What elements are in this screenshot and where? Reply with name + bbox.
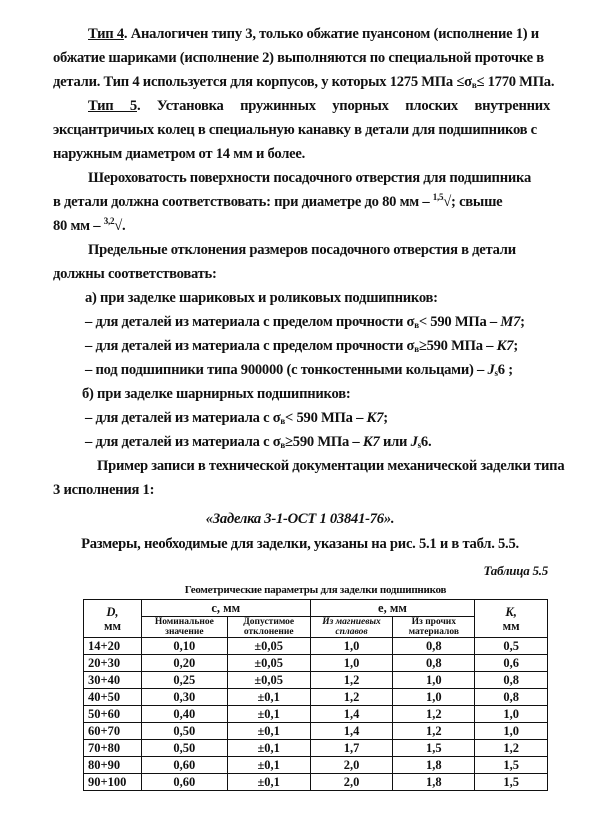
table-reference: Размеры, необходимые для заделки, указаны на рис. 5.1 и в табл. 5.5. [81, 536, 519, 552]
table-cell: 1,8 [393, 774, 475, 791]
table-cell: 0,8 [393, 655, 475, 672]
table-cell: ±0,1 [227, 706, 310, 723]
table-cell: 0,50 [141, 723, 227, 740]
table-cell: 2,0 [310, 774, 393, 791]
table-cell: ±0,1 [227, 689, 310, 706]
para-deviations-line1: Предельные отклонения размеров посадочного отверстия в детали [88, 242, 516, 258]
col-e-other: Из прочих материалов [393, 617, 475, 638]
table-cell: 1,5 [475, 757, 548, 774]
item-a3: – под подшипники типа 900000 (с тонкостенными кольцами) – $J_s6$ ; [85, 362, 513, 378]
table-cell: 0,8 [475, 689, 548, 706]
type4-heading: Тип 4 [88, 26, 124, 42]
para-roughness-line1: Шероховатость поверхности посадочного отверстия для подшипника [88, 170, 532, 186]
col-c-nominal: Номинальное значение [141, 617, 227, 638]
table-cell: 0,40 [141, 706, 227, 723]
item-b: б) при заделке шарнирных подшипников: [82, 386, 351, 402]
table-cell: 80+90 [84, 757, 142, 774]
table-row [84, 723, 548, 740]
table-cell: 1,7 [310, 740, 393, 757]
para-example-line2: 3 исполнения 1: [53, 482, 155, 498]
para-deviations-line2: должны соответствовать: [53, 266, 217, 282]
table-cell: 2,0 [310, 757, 393, 774]
col-d-header: D, мм [84, 600, 142, 638]
bearing-params-table [83, 599, 548, 791]
col-k-header: K, мм [475, 600, 548, 638]
table-cell: 1,4 [310, 723, 393, 740]
table-row [84, 706, 548, 723]
para-roughness-line2: в детали должна соответствовать: при диаметре до 80 мм – $^{1,5}$√; свыше [53, 192, 503, 210]
table-cell: ±0,1 [227, 723, 310, 740]
item-a1: – для деталей из материала с пределом прочности $\sigma_в< 590$ МПа – М7; [85, 314, 525, 330]
table-cell: ±0,1 [227, 757, 310, 774]
item-a2: – для деталей из материала с пределом прочности $\sigma_в\ge 590$ МПа – К7; [85, 338, 518, 354]
table-cell: 1,5 [475, 774, 548, 791]
table-cell: 14+20 [84, 638, 142, 655]
table-row [84, 672, 548, 689]
table-cell: 0,30 [141, 689, 227, 706]
table-cell: 0,60 [141, 774, 227, 791]
item-b1: – для деталей из материала с $\sigma_в< 590$ МПа – К7; [85, 410, 388, 426]
table-row [84, 774, 548, 791]
table-row [84, 757, 548, 774]
table-cell: 1,2 [310, 689, 393, 706]
table-title: Геометрические параметры для заделки подшипников [184, 584, 447, 596]
table-row [84, 638, 548, 655]
table-cell: 70+80 [84, 740, 142, 757]
table-cell: 40+50 [84, 689, 142, 706]
col-e-magnesium: Из магниевых сплавов [310, 617, 393, 638]
table-cell: 0,50 [141, 740, 227, 757]
table-cell: 1,2 [393, 706, 475, 723]
col-e-header: e, мм [310, 600, 475, 617]
para-example-line1: Пример записи в технической документации механической заделки типа [97, 458, 565, 474]
table-cell: ±0,1 [227, 774, 310, 791]
table-cell: 1,0 [393, 689, 475, 706]
table-cell: 0,10 [141, 638, 227, 655]
table-cell: 0,60 [141, 757, 227, 774]
col-c-tolerance: Допустимое отклонение [227, 617, 310, 638]
table-cell: ±0,05 [227, 672, 310, 689]
para-type4-line2: обжатие шариками (исполнение 2) выполняются по специальной проточке в [53, 50, 544, 66]
table-cell: 30+40 [84, 672, 142, 689]
table-cell: 1,2 [475, 740, 548, 757]
table-cell: 1,8 [393, 757, 475, 774]
table-cell: 90+100 [84, 774, 142, 791]
table-cell: 0,8 [475, 672, 548, 689]
table-cell: 1,0 [475, 706, 548, 723]
table-cell: ±0,1 [227, 740, 310, 757]
table-cell: 1,5 [393, 740, 475, 757]
para-type4-line3: детали. Тип 4 используется для корпусов, у которых 1275 МПа $\le\sigma_в\le 1770$ МПа. [53, 74, 555, 90]
table-row [84, 740, 548, 757]
table-cell: 0,25 [141, 672, 227, 689]
table-cell: 50+60 [84, 706, 142, 723]
table-cell: ±0,05 [227, 655, 310, 672]
para-type4-line1: Тип 4. Аналогичен типу 3, только обжатие пуансоном (исполнение 1) и [88, 26, 539, 42]
table-cell: 1,0 [393, 672, 475, 689]
table-row [84, 689, 548, 706]
table-cell: 1,0 [310, 638, 393, 655]
table-cell: 1,4 [310, 706, 393, 723]
table-cell: 60+70 [84, 723, 142, 740]
table-cell: 1,0 [310, 655, 393, 672]
para-type5-line3: наружным диаметром от 14 мм и более. [53, 146, 306, 162]
para-type5-line1: Тип 5. Установка пружинных упорных плоских внутренних [88, 98, 550, 114]
para-roughness-line3: 80 мм – $^{3,2}$√. [53, 216, 126, 234]
table-cell: 0,6 [475, 655, 548, 672]
type5-heading: Тип 5 [88, 98, 137, 114]
table-cell: 1,2 [310, 672, 393, 689]
item-a: а) при заделке шариковых и роликовых подшипников: [85, 290, 438, 306]
table-cell: 0,20 [141, 655, 227, 672]
item-b2: – для деталей из материала с $\sigma_в\ge 590$ МПа – К7 или $J_s6$. [85, 434, 432, 450]
para-type5-line2: эксцантричиых колец в специальную канавку в детали для подшипников с [53, 122, 537, 138]
table-cell: 20+30 [84, 655, 142, 672]
example-designation: «Заделка 3-1-ОСТ 1 03841-76». [205, 511, 395, 527]
table-cell: 0,8 [393, 638, 475, 655]
table-cell: ±0,05 [227, 638, 310, 655]
col-c-header: c, мм [141, 600, 310, 617]
table-cell: 0,5 [475, 638, 548, 655]
table-row [84, 655, 548, 672]
table-cell: 1,2 [393, 723, 475, 740]
table-cell: 1,0 [475, 723, 548, 740]
table-label: Таблица 5.5 [483, 563, 548, 578]
